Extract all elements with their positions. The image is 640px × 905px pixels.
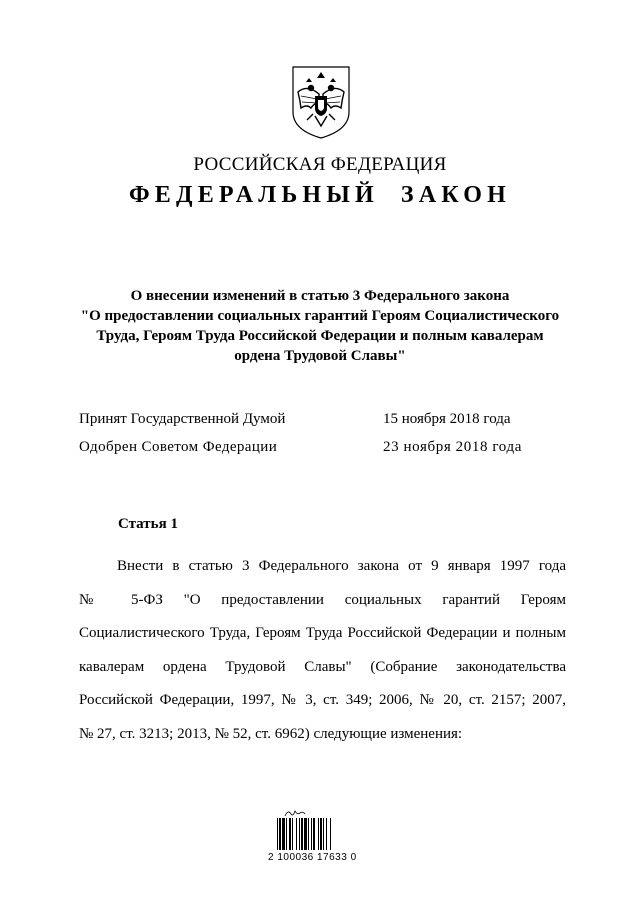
council-approval-date: 23 ноября 2018 года — [383, 439, 522, 455]
barcode-icon — [276, 818, 348, 850]
duma-adoption-label: Принят Государственной Думой — [79, 411, 286, 427]
russian-coat-of-arms-icon — [289, 64, 353, 140]
article-heading: Статья 1 — [118, 516, 178, 532]
article-line: Российской Федерации, 1997, № 3, ст. 349; 2006, № 20, ст. 2157; 2007, — [79, 692, 566, 708]
law-title-line: Труда, Героям Труда Российской Федерации и полным кавалерам — [96, 328, 544, 344]
article-line: Внести в статью 3 Федерального закона от 9 января 1997 года — [117, 558, 566, 574]
law-title-line: "О предоставлении социальных гарантий Героям Социалистического — [80, 308, 560, 324]
barcode-number: 2 100036 17633 0 — [268, 852, 357, 863]
law-title — [60, 286, 580, 366]
handwritten-mark-icon — [284, 808, 306, 818]
article-line: Социалистического Труда, Героям Труда Российской Федерации и полным — [79, 625, 566, 641]
duma-adoption-date: 15 ноября 2018 года — [383, 411, 511, 427]
country-name: РОССИЙСКАЯ ФЕДЕРАЦИЯ — [193, 154, 447, 175]
council-approval-label: Одобрен Советом Федерации — [79, 439, 278, 455]
article-line: кавалерам ордена Трудовой Славы" (Собрание законодательства — [79, 658, 566, 675]
law-title-line: ордена Трудовой Славы" — [234, 348, 406, 364]
article-line: № 27, ст. 3213; 2013, № 52, ст. 6962) следующие изменения: — [79, 725, 463, 742]
document-type-word-1: ФЕДЕРАЛЬНЫЙ — [128, 182, 379, 208]
document-type-word-2: ЗАКОН — [400, 182, 512, 208]
law-title-line: О внесении изменений в статью 3 Федерального закона — [130, 288, 510, 304]
article-body — [79, 550, 566, 751]
document-type — [0, 182, 640, 209]
article-line: № 5-ФЗ "О предоставлении социальных гарантий Героям — [79, 591, 566, 608]
